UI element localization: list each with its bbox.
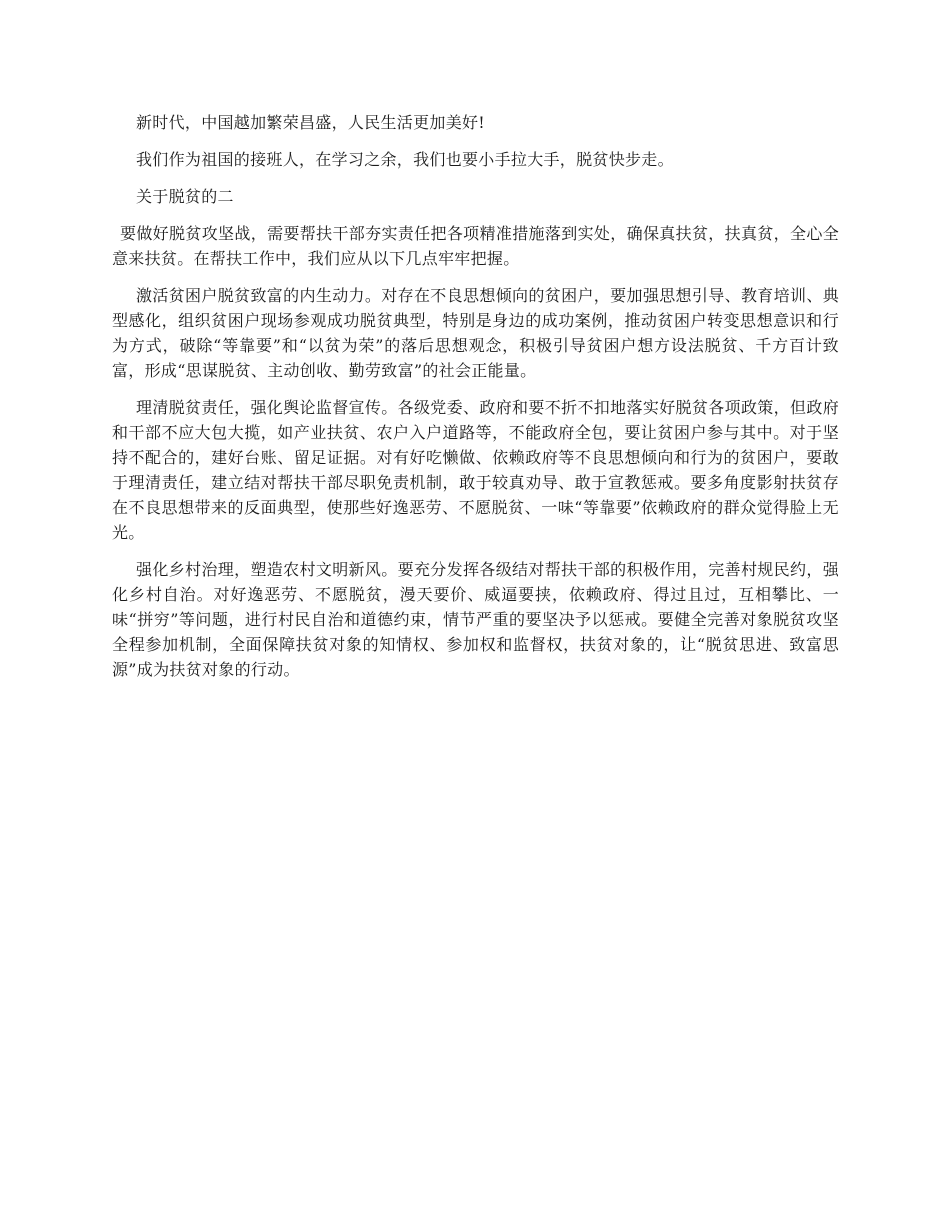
section-heading: 关于脱贫的二	[136, 187, 234, 206]
paragraph-motivation: 激活贫困户脱贫致富的内生动力。对存在不良思想倾向的贫困户，要加强思想引导、教育培训、典型感化，组织贫困户现场参观成功脱贫典型，特别是身边的成功案例，推动贫困户转变思想意识和行为方式，破除“等靠要”和“以贫为荣”的落后思想观念，积极引导贫困户想方设法脱贫、千方百计致富，形成“思谋脱贫、主动创收、勤劳致富”的社会正能量。	[112, 286, 839, 380]
paragraph-governance: 强化乡村治理，塑造农村文明新风。要充分发挥各级结对帮扶干部的积极作用，完善村规民约，强化乡村自治。对好逸恶劳、不愿脱贫，漫天要价、威逼要挟，依赖政府、得过且过，互相攀比、一味“拼穷”等问题，进行村民自治和道德约束，情节严重的要坚决予以惩戒。要健全完善对象脱贫攻坚全程参加机制，全面保障扶贫对象的知情权、参加权和监督权，扶贫对象的，让“脱贫思进、致富思源”成为扶贫对象的行动。	[112, 560, 839, 679]
document-body	[112, 110, 839, 694]
paragraph-intro-2: 我们作为祖国的接班人，在学习之余，我们也要小手拉大手，脱贫快步走。	[136, 150, 674, 169]
paragraph-intro-1: 新时代，中国越加繁荣昌盛，人民生活更加美好!	[136, 113, 486, 132]
paragraph-responsibility: 理清脱贫责任，强化舆论监督宣传。各级党委、政府和要不折不扣地落实好脱贫各项政策，但政府和干部不应大包大揽，如产业扶贫、农户入户道路等，不能政府全包，要让贫困户参与其中。对于坚持不配合的，建好台账、留足证据。对有好吃懒做、依赖政府等不良思想倾向和行为的贫困户，要敢于理清责任，建立结对帮扶干部尽职免责机制，敢于较真劝导、敢于宣教惩戒。要多角度影射扶贫存在不良思想带来的反面典型，使那些好逸恶劳、不愿脱贫、一味“等靠要”依赖政府的群众觉得脸上无光。	[112, 398, 839, 542]
paragraph-overview: 要做好脱贫攻坚战，需要帮扶干部夯实责任把各项精准措施落到实处，确保真扶贫，扶真贫，全心全意来扶贫。在帮扶工作中，我们应从以下几点牢牢把握。	[112, 224, 839, 268]
